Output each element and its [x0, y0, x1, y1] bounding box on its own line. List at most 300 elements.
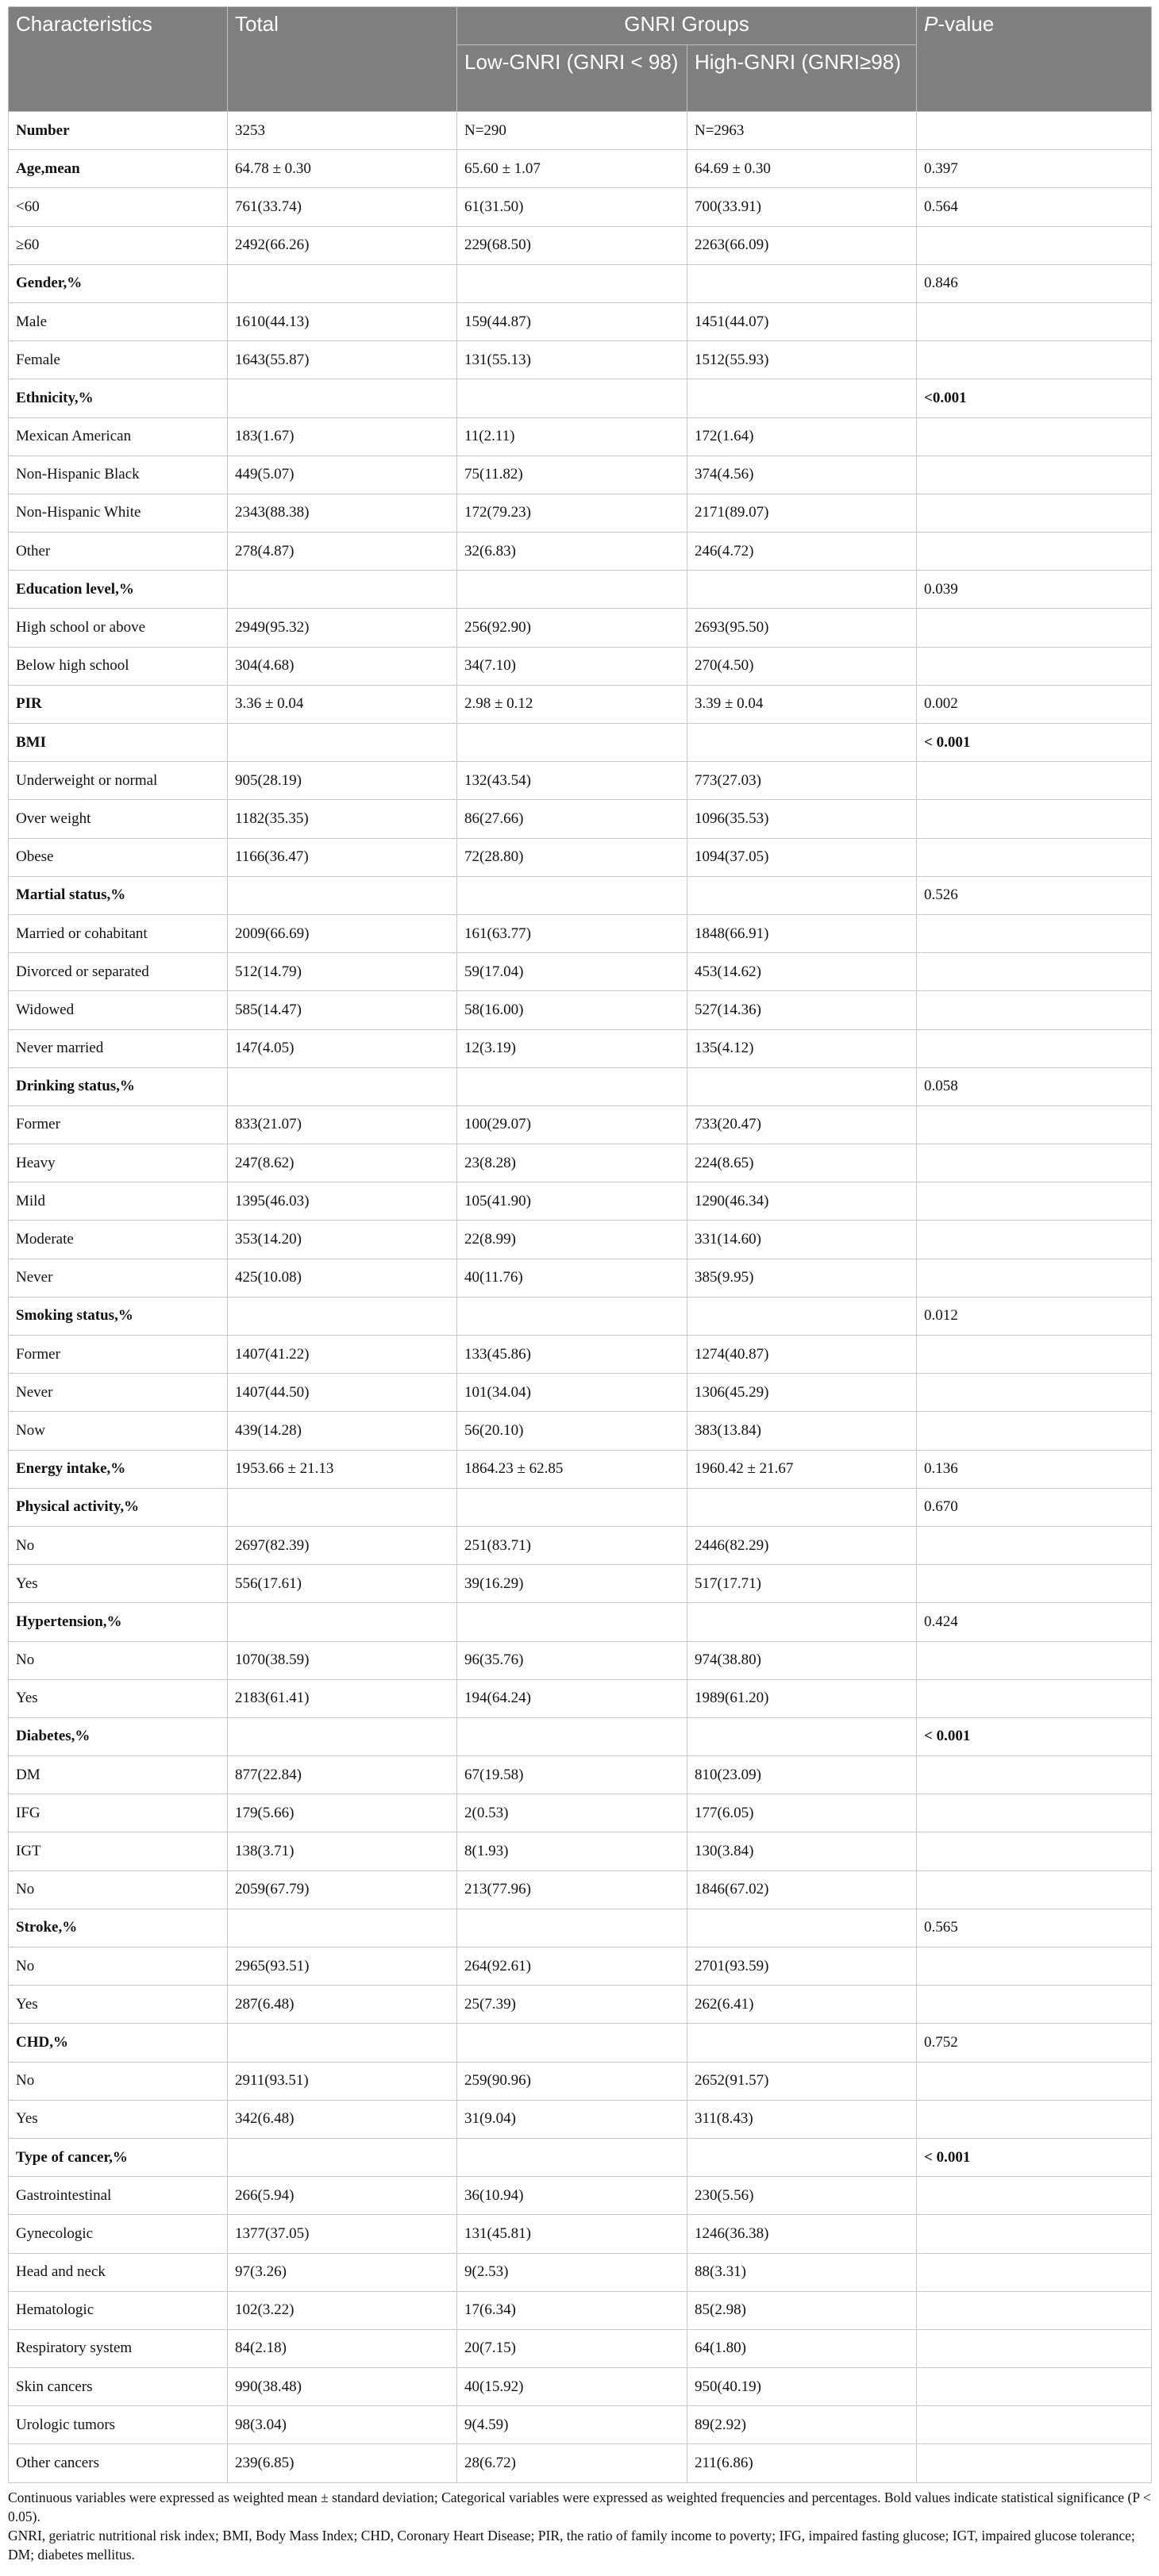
cell-p-value: < 0.001 [917, 724, 1152, 762]
cell-low-gnri: 23(8.28) [457, 1144, 687, 1182]
cell-characteristic: Urologic tumors [9, 2406, 228, 2444]
cell-total: 833(21.07) [228, 1105, 457, 1144]
cell-total [228, 1909, 457, 1947]
cell-low-gnri: 34(7.10) [457, 647, 687, 685]
cell-characteristic: Gynecologic [9, 2215, 228, 2253]
cell-characteristic: Respiratory system [9, 2329, 228, 2367]
cell-characteristic: Ethnicity,% [9, 379, 228, 417]
cell-characteristic: ≥60 [9, 226, 228, 264]
cell-low-gnri: 2(0.53) [457, 1794, 687, 1832]
table-row [9, 1986, 1152, 2024]
cell-characteristic: High school or above [9, 609, 228, 647]
cell-p-value: 0.564 [917, 188, 1152, 226]
cell-low-gnri [457, 876, 687, 914]
cell-characteristic: Former [9, 1336, 228, 1374]
cell-total: 2009(66.69) [228, 914, 457, 952]
cell-high-gnri: 1451(44.07) [687, 302, 917, 340]
table-row [9, 1488, 1152, 1526]
cell-low-gnri: 58(16.00) [457, 991, 687, 1029]
cell-total: 287(6.48) [228, 1986, 457, 2024]
cell-high-gnri: 3.39 ± 0.04 [687, 685, 917, 723]
cell-characteristic: Non-Hispanic White [9, 494, 228, 532]
cell-p-value [917, 647, 1152, 685]
cell-p-value [917, 2253, 1152, 2291]
cell-high-gnri [687, 1603, 917, 1641]
cell-p-value [917, 953, 1152, 991]
cell-low-gnri: 40(15.92) [457, 2368, 687, 2406]
cell-characteristic: Never married [9, 1029, 228, 1067]
cell-total: 3.36 ± 0.04 [228, 685, 457, 723]
cell-p-value [917, 1756, 1152, 1794]
table-row [9, 609, 1152, 647]
cell-high-gnri [687, 1717, 917, 1755]
cell-characteristic: Below high school [9, 647, 228, 685]
cell-p-value [917, 226, 1152, 264]
cell-high-gnri: 130(3.84) [687, 1832, 917, 1870]
cell-low-gnri: 56(20.10) [457, 1412, 687, 1450]
cell-high-gnri: 331(14.60) [687, 1221, 917, 1259]
cell-low-gnri [457, 379, 687, 417]
cell-total: 353(14.20) [228, 1221, 457, 1259]
cell-low-gnri: 213(77.96) [457, 1870, 687, 1909]
cell-total [228, 264, 457, 302]
table-row [9, 1221, 1152, 1259]
table-row [9, 2177, 1152, 2215]
header-high-gnri: High-GNRI (GNRI≥98) [687, 45, 917, 112]
table-row [9, 1105, 1152, 1144]
cell-total [228, 2024, 457, 2062]
cell-characteristic: Age,mean [9, 150, 228, 188]
cell-characteristic: Moderate [9, 1221, 228, 1259]
cell-high-gnri: 311(8.43) [687, 2100, 917, 2138]
cell-high-gnri: 224(8.65) [687, 1144, 917, 1182]
cell-characteristic: Education level,% [9, 571, 228, 609]
cell-total [228, 1488, 457, 1526]
header-p-rest: -value [938, 12, 995, 36]
table-row [9, 379, 1152, 417]
cell-p-value [917, 2329, 1152, 2367]
cell-low-gnri: 131(55.13) [457, 341, 687, 379]
cell-p-value [917, 341, 1152, 379]
cell-high-gnri: 517(17.71) [687, 1565, 917, 1603]
cell-characteristic: Hypertension,% [9, 1603, 228, 1641]
cell-characteristic: Obese [9, 838, 228, 876]
cell-total: 3253 [228, 112, 457, 150]
cell-p-value [917, 1565, 1152, 1603]
cell-total: 138(3.71) [228, 1832, 457, 1870]
cell-low-gnri: 61(31.50) [457, 188, 687, 226]
baseline-characteristics-table [8, 6, 1152, 2483]
cell-low-gnri: 31(9.04) [457, 2100, 687, 2138]
cell-characteristic: Mexican American [9, 417, 228, 456]
cell-total [228, 1603, 457, 1641]
cell-high-gnri: 1848(66.91) [687, 914, 917, 952]
cell-low-gnri: 251(83.71) [457, 1526, 687, 1564]
table-row [9, 914, 1152, 952]
cell-total: 2343(88.38) [228, 494, 457, 532]
cell-characteristic: DM [9, 1756, 228, 1794]
table-row [9, 800, 1152, 838]
cell-characteristic: Martial status,% [9, 876, 228, 914]
table-row [9, 2253, 1152, 2291]
cell-low-gnri: 159(44.87) [457, 302, 687, 340]
cell-high-gnri: 700(33.91) [687, 188, 917, 226]
cell-p-value: 0.565 [917, 1909, 1152, 1947]
cell-characteristic: Married or cohabitant [9, 914, 228, 952]
cell-p-value: < 0.001 [917, 1717, 1152, 1755]
table-row [9, 1603, 1152, 1641]
cell-total: 1610(44.13) [228, 302, 457, 340]
cell-total [228, 1717, 457, 1755]
cell-p-value [917, 1144, 1152, 1182]
cell-characteristic: Female [9, 341, 228, 379]
cell-p-value: 0.846 [917, 264, 1152, 302]
table-row [9, 724, 1152, 762]
cell-p-value [917, 1526, 1152, 1564]
cell-low-gnri: 105(41.90) [457, 1182, 687, 1221]
cell-p-value: 0.424 [917, 1603, 1152, 1641]
cell-characteristic: Other [9, 533, 228, 571]
table-row [9, 1565, 1152, 1603]
cell-p-value [917, 2215, 1152, 2253]
cell-high-gnri: 1274(40.87) [687, 1336, 917, 1374]
cell-p-value: 0.670 [917, 1488, 1152, 1526]
table-row [9, 1144, 1152, 1182]
table-row [9, 226, 1152, 264]
cell-low-gnri: 256(92.90) [457, 609, 687, 647]
cell-characteristic: Energy intake,% [9, 1450, 228, 1488]
cell-total: 2697(82.39) [228, 1526, 457, 1564]
cell-p-value [917, 417, 1152, 456]
cell-low-gnri [457, 1717, 687, 1755]
cell-characteristic: No [9, 1947, 228, 1986]
footnote-line-1: Continuous variables were expressed as weighted mean ± standard deviation; Categorical variables were expressed as weighted frequencies and percentages. Bold values indicate statistical significance (P < 0.05). [8, 2489, 1151, 2524]
cell-characteristic: No [9, 2062, 228, 2100]
table-row [9, 1336, 1152, 1374]
cell-high-gnri: 64.69 ± 0.30 [687, 150, 917, 188]
cell-p-value [917, 456, 1152, 494]
cell-total [228, 724, 457, 762]
cell-p-value [917, 302, 1152, 340]
cell-low-gnri [457, 1067, 687, 1105]
table-row [9, 2024, 1152, 2062]
table-row [9, 2291, 1152, 2329]
cell-p-value: 0.058 [917, 1067, 1152, 1105]
cell-high-gnri: 1096(35.53) [687, 800, 917, 838]
cell-p-value: 0.397 [917, 150, 1152, 188]
cell-total: 1407(41.22) [228, 1336, 457, 1374]
table-row [9, 838, 1152, 876]
cell-total: 2183(61.41) [228, 1679, 457, 1717]
cell-characteristic: No [9, 1526, 228, 1564]
cell-p-value [917, 1832, 1152, 1870]
cell-high-gnri [687, 876, 917, 914]
cell-total: 2059(67.79) [228, 1870, 457, 1909]
cell-total: 266(5.94) [228, 2177, 457, 2215]
table-row [9, 1947, 1152, 1986]
cell-characteristic: Number [9, 112, 228, 150]
table-row [9, 2062, 1152, 2100]
cell-low-gnri: 17(6.34) [457, 2291, 687, 2329]
cell-high-gnri: 88(3.31) [687, 2253, 917, 2291]
cell-characteristic: No [9, 1641, 228, 1679]
cell-p-value [917, 1259, 1152, 1297]
cell-characteristic: IGT [9, 1832, 228, 1870]
table-header [9, 7, 1152, 112]
cell-characteristic: No [9, 1870, 228, 1909]
cell-total: 97(3.26) [228, 2253, 457, 2291]
cell-characteristic: Now [9, 1412, 228, 1450]
cell-total: 278(4.87) [228, 533, 457, 571]
table-row [9, 1182, 1152, 1221]
cell-low-gnri: 72(28.80) [457, 838, 687, 876]
cell-low-gnri [457, 571, 687, 609]
cell-total: 1643(55.87) [228, 341, 457, 379]
table-row [9, 571, 1152, 609]
header-total: Total [228, 7, 457, 112]
cell-high-gnri: 1989(61.20) [687, 1679, 917, 1717]
cell-characteristic: Hematologic [9, 2291, 228, 2329]
cell-total: 1182(35.35) [228, 800, 457, 838]
cell-total [228, 1297, 457, 1335]
cell-p-value [917, 1679, 1152, 1717]
cell-low-gnri [457, 724, 687, 762]
cell-characteristic: Smoking status,% [9, 1297, 228, 1335]
cell-high-gnri [687, 1067, 917, 1105]
cell-high-gnri: 2652(91.57) [687, 2062, 917, 2100]
cell-characteristic: PIR [9, 685, 228, 723]
cell-low-gnri [457, 1488, 687, 1526]
cell-high-gnri [687, 2024, 917, 2062]
table-row [9, 188, 1152, 226]
cell-characteristic: Non-Hispanic Black [9, 456, 228, 494]
cell-total: 102(3.22) [228, 2291, 457, 2329]
table-row [9, 302, 1152, 340]
cell-p-value: 0.136 [917, 1450, 1152, 1488]
cell-total: 2949(95.32) [228, 609, 457, 647]
cell-high-gnri: 270(4.50) [687, 647, 917, 685]
cell-low-gnri: 22(8.99) [457, 1221, 687, 1259]
cell-total: 425(10.08) [228, 1259, 457, 1297]
cell-low-gnri: 36(10.94) [457, 2177, 687, 2215]
cell-characteristic: Diabetes,% [9, 1717, 228, 1755]
table-row [9, 1909, 1152, 1947]
table-row [9, 647, 1152, 685]
cell-high-gnri: 89(2.92) [687, 2406, 917, 2444]
cell-low-gnri: 100(29.07) [457, 1105, 687, 1144]
cell-characteristic: Gender,% [9, 264, 228, 302]
table-row [9, 1259, 1152, 1297]
cell-characteristic: Other cancers [9, 2444, 228, 2482]
cell-p-value: 0.002 [917, 685, 1152, 723]
cell-high-gnri: 2171(89.07) [687, 494, 917, 532]
cell-high-gnri: 810(23.09) [687, 1756, 917, 1794]
table-row [9, 456, 1152, 494]
cell-low-gnri: 259(90.96) [457, 2062, 687, 2100]
cell-high-gnri: 2446(82.29) [687, 1526, 917, 1564]
cell-total: 84(2.18) [228, 2329, 457, 2367]
table-row [9, 341, 1152, 379]
table-row [9, 876, 1152, 914]
cell-low-gnri: 12(3.19) [457, 1029, 687, 1067]
table-row [9, 2406, 1152, 2444]
cell-total: 1377(37.05) [228, 2215, 457, 2253]
table-row [9, 2100, 1152, 2138]
cell-p-value [917, 800, 1152, 838]
cell-characteristic: Male [9, 302, 228, 340]
header-gnri-groups: GNRI Groups [457, 7, 917, 45]
cell-p-value [917, 1105, 1152, 1144]
cell-low-gnri: 20(7.15) [457, 2329, 687, 2367]
cell-p-value [917, 1029, 1152, 1067]
cell-high-gnri: 1290(46.34) [687, 1182, 917, 1221]
cell-high-gnri: 1246(36.38) [687, 2215, 917, 2253]
cell-total: 761(33.74) [228, 188, 457, 226]
cell-high-gnri: 374(4.56) [687, 456, 917, 494]
cell-characteristic: Head and neck [9, 2253, 228, 2291]
cell-high-gnri: 1306(45.29) [687, 1374, 917, 1412]
header-low-gnri: Low-GNRI (GNRI < 98) [457, 45, 687, 112]
table-row [9, 1450, 1152, 1488]
cell-high-gnri: 1512(55.93) [687, 341, 917, 379]
cell-low-gnri: 65.60 ± 1.07 [457, 150, 687, 188]
table-row [9, 417, 1152, 456]
cell-total: 1070(38.59) [228, 1641, 457, 1679]
cell-low-gnri: 229(68.50) [457, 226, 687, 264]
cell-low-gnri: 161(63.77) [457, 914, 687, 952]
cell-low-gnri: 264(92.61) [457, 1947, 687, 1986]
cell-total: 449(5.07) [228, 456, 457, 494]
cell-low-gnri: 25(7.39) [457, 1986, 687, 2024]
cell-high-gnri: 177(6.05) [687, 1794, 917, 1832]
cell-p-value [917, 1794, 1152, 1832]
cell-p-value [917, 838, 1152, 876]
cell-high-gnri [687, 1488, 917, 1526]
cell-p-value [917, 1336, 1152, 1374]
cell-low-gnri: 67(19.58) [457, 1756, 687, 1794]
cell-characteristic: Yes [9, 1679, 228, 1717]
cell-high-gnri: 950(40.19) [687, 2368, 917, 2406]
cell-low-gnri [457, 2024, 687, 2062]
cell-characteristic: Heavy [9, 1144, 228, 1182]
cell-low-gnri: 194(64.24) [457, 1679, 687, 1717]
cell-high-gnri [687, 264, 917, 302]
cell-high-gnri: 383(13.84) [687, 1412, 917, 1450]
cell-high-gnri: 246(4.72) [687, 533, 917, 571]
table-row [9, 1029, 1152, 1067]
cell-low-gnri: 132(43.54) [457, 762, 687, 800]
cell-characteristic: IFG [9, 1794, 228, 1832]
cell-high-gnri [687, 379, 917, 417]
cell-low-gnri: 32(6.83) [457, 533, 687, 571]
cell-p-value [917, 2100, 1152, 2138]
cell-low-gnri: 101(34.04) [457, 1374, 687, 1412]
cell-p-value: <0.001 [917, 379, 1152, 417]
cell-p-value: 0.039 [917, 571, 1152, 609]
cell-total: 239(6.85) [228, 2444, 457, 2482]
cell-high-gnri: 172(1.64) [687, 417, 917, 456]
table-row [9, 150, 1152, 188]
cell-total: 2965(93.51) [228, 1947, 457, 1986]
cell-total: 877(22.84) [228, 1756, 457, 1794]
cell-total: 247(8.62) [228, 1144, 457, 1182]
table-row [9, 1679, 1152, 1717]
table-row [9, 1794, 1152, 1832]
cell-total: 1395(46.03) [228, 1182, 457, 1221]
cell-high-gnri: 230(5.56) [687, 2177, 917, 2215]
cell-p-value [917, 494, 1152, 532]
cell-total [228, 571, 457, 609]
cell-characteristic: BMI [9, 724, 228, 762]
cell-p-value [917, 2062, 1152, 2100]
cell-p-value [917, 1412, 1152, 1450]
table-row [9, 1412, 1152, 1450]
table-row [9, 1297, 1152, 1335]
table-container [8, 6, 1151, 2564]
cell-high-gnri: N=2963 [687, 112, 917, 150]
cell-high-gnri [687, 1909, 917, 1947]
table-row [9, 2138, 1152, 2176]
cell-high-gnri [687, 2138, 917, 2176]
cell-low-gnri: 39(16.29) [457, 1565, 687, 1603]
cell-total: 512(14.79) [228, 953, 457, 991]
cell-characteristic: Widowed [9, 991, 228, 1029]
cell-total [228, 1067, 457, 1105]
cell-high-gnri: 733(20.47) [687, 1105, 917, 1144]
cell-low-gnri: 28(6.72) [457, 2444, 687, 2482]
table-row [9, 1870, 1152, 1909]
cell-characteristic: Yes [9, 1986, 228, 2024]
cell-total: 439(14.28) [228, 1412, 457, 1450]
cell-characteristic: Yes [9, 1565, 228, 1603]
cell-low-gnri [457, 2138, 687, 2176]
table-row [9, 1526, 1152, 1564]
cell-total: 147(4.05) [228, 1029, 457, 1067]
cell-p-value [917, 1374, 1152, 1412]
cell-total: 2492(66.26) [228, 226, 457, 264]
table-row [9, 1374, 1152, 1412]
cell-low-gnri: 8(1.93) [457, 1832, 687, 1870]
cell-high-gnri: 1094(37.05) [687, 838, 917, 876]
cell-high-gnri: 85(2.98) [687, 2291, 917, 2329]
cell-total [228, 2138, 457, 2176]
cell-p-value: < 0.001 [917, 2138, 1152, 2176]
table-row [9, 1641, 1152, 1679]
cell-characteristic: Stroke,% [9, 1909, 228, 1947]
cell-characteristic: <60 [9, 188, 228, 226]
table-row [9, 953, 1152, 991]
cell-p-value [917, 2406, 1152, 2444]
cell-p-value [917, 1947, 1152, 1986]
cell-high-gnri: 64(1.80) [687, 2329, 917, 2367]
cell-characteristic: Drinking status,% [9, 1067, 228, 1105]
cell-high-gnri: 1846(67.02) [687, 1870, 917, 1909]
cell-high-gnri: 2693(95.50) [687, 609, 917, 647]
cell-total: 179(5.66) [228, 1794, 457, 1832]
cell-total [228, 876, 457, 914]
cell-characteristic: Never [9, 1374, 228, 1412]
cell-low-gnri: 9(2.53) [457, 2253, 687, 2291]
cell-total: 990(38.48) [228, 2368, 457, 2406]
cell-high-gnri: 211(6.86) [687, 2444, 917, 2482]
cell-high-gnri: 773(27.03) [687, 762, 917, 800]
cell-characteristic: Former [9, 1105, 228, 1144]
cell-p-value [917, 1870, 1152, 1909]
cell-total: 98(3.04) [228, 2406, 457, 2444]
cell-p-value: 0.012 [917, 1297, 1152, 1335]
table-row [9, 264, 1152, 302]
cell-p-value [917, 609, 1152, 647]
